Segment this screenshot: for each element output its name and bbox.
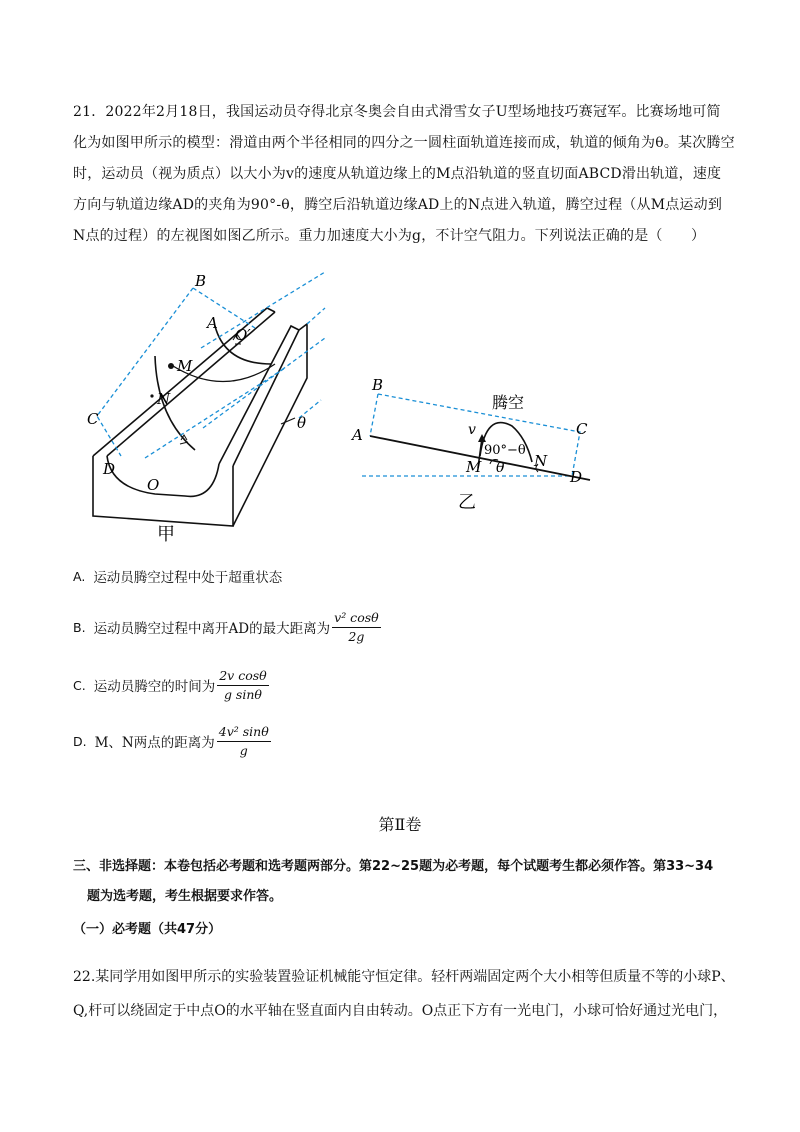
question-22-text [73, 960, 763, 1028]
q21-line-5: N点的过程）的左视图如图乙所示。重力加速度大小为g，不计空气阻力。下列说法正确的是（ ） [73, 228, 706, 244]
q22-line-2: Q,杆可以绕固定于中点O的水平轴在竖直面内自由转动。O点正下方有一光电门，小球可恰好通过光电门， [73, 1003, 728, 1019]
q21-line-1: 21．2022年2月18日，我国运动员夺得北京冬奥会自由式滑雪女子U型场地技巧赛冠军。比赛场地可简 [73, 104, 721, 120]
required-questions-heading: （一）必考题（共47分） [73, 922, 222, 937]
label-b: B [372, 376, 384, 394]
section-2-title: 第Ⅱ卷 [378, 815, 422, 834]
label-a: A [352, 426, 363, 444]
track-inner-front-curve [107, 456, 219, 496]
part-3-instructions [73, 852, 773, 912]
option-b-label: B. [73, 619, 86, 635]
label-angle: 90°−θ [484, 443, 526, 458]
label-c: C [87, 410, 99, 428]
option-d-text: M、N两点的距离为 [94, 735, 215, 751]
option-d-label: D. [73, 733, 87, 749]
option-a-label: A. [73, 568, 86, 584]
label-theta: θ [297, 414, 307, 432]
option-d-denominator: g [239, 742, 248, 758]
label-d: D [103, 460, 116, 478]
label-v: v [468, 422, 476, 438]
option-b-denominator: 2g [348, 628, 365, 644]
option-c-denominator: g sinθ [223, 686, 262, 702]
track-right-rim-inner [219, 326, 299, 464]
point-n [150, 394, 153, 397]
option-c-fraction [217, 668, 268, 703]
point-m [168, 363, 174, 369]
part-3-line-1: 三、非选择题：本卷包括必考题和选考题两部分。第22~25题为必考题，每个试题考生都必须作答。第33~34 [73, 859, 714, 874]
caption-jia: 甲 [157, 524, 175, 545]
option-d-numerator: 4v² sinθ [217, 724, 271, 742]
q21-line-3: 时，运动员（视为质点）以大小为v的速度从轨道边缘上的M点沿轨道的竖直切面ABCD滑出轨道，速度 [73, 166, 722, 182]
label-n: N [157, 390, 171, 408]
label-d: D [570, 468, 583, 486]
track-right-wall [233, 324, 307, 526]
option-b-numerator: v² cosθ [332, 610, 381, 628]
option-a[interactable] [73, 556, 282, 596]
label-o-prime: O′ [235, 326, 251, 344]
option-d-fraction [217, 724, 271, 759]
label-tengkong: 腾空 [492, 393, 525, 412]
part-3-line-2: 题为选考题，考生根据要求作答。 [87, 889, 283, 904]
option-b-fraction [332, 610, 381, 645]
q21-line-4: 方向与轨道边缘AD的夹角为90°-θ，腾空后沿轨道边缘AD上的N点进入轨道，腾空过程（从M点运动到 [73, 197, 723, 213]
caption-yi: 乙 [458, 492, 476, 513]
label-m: M [466, 458, 482, 476]
option-b-text: 运动员腾空过程中离开AD的最大距离为 [93, 621, 331, 637]
option-c-label: C. [73, 677, 86, 693]
option-d[interactable] [73, 721, 271, 761]
figure-jia-u-track [85, 268, 330, 548]
label-a: A [207, 314, 218, 332]
label-theta: θ [496, 460, 505, 476]
label-b: B [195, 272, 207, 290]
option-a-text: 运动员腾空过程中处于超重状态 [93, 570, 283, 586]
label-m: M [177, 357, 193, 375]
plane-abcd-dashed [97, 272, 325, 458]
label-o: O [147, 476, 160, 494]
figure-yi-left-view [350, 372, 595, 517]
question-21-text [73, 97, 733, 252]
label-n: N [534, 452, 548, 470]
option-b[interactable] [73, 607, 381, 647]
option-c[interactable] [73, 665, 269, 705]
q22-line-1: 22.某同学用如图甲所示的实验装置验证机械能守恒定律。轻杆两端固定两个大小相等但质量不等的小球P、 [73, 969, 735, 985]
label-c: C [576, 420, 588, 438]
option-c-text: 运动员腾空的时间为 [93, 679, 216, 695]
q21-line-2: 化为如图甲所示的模型：滑道由两个半径相同的四分之一圆柱面轨道连接而成，轨道的倾角为θ。某次腾空 [73, 135, 735, 151]
option-c-numerator: 2v cosθ [217, 668, 268, 686]
